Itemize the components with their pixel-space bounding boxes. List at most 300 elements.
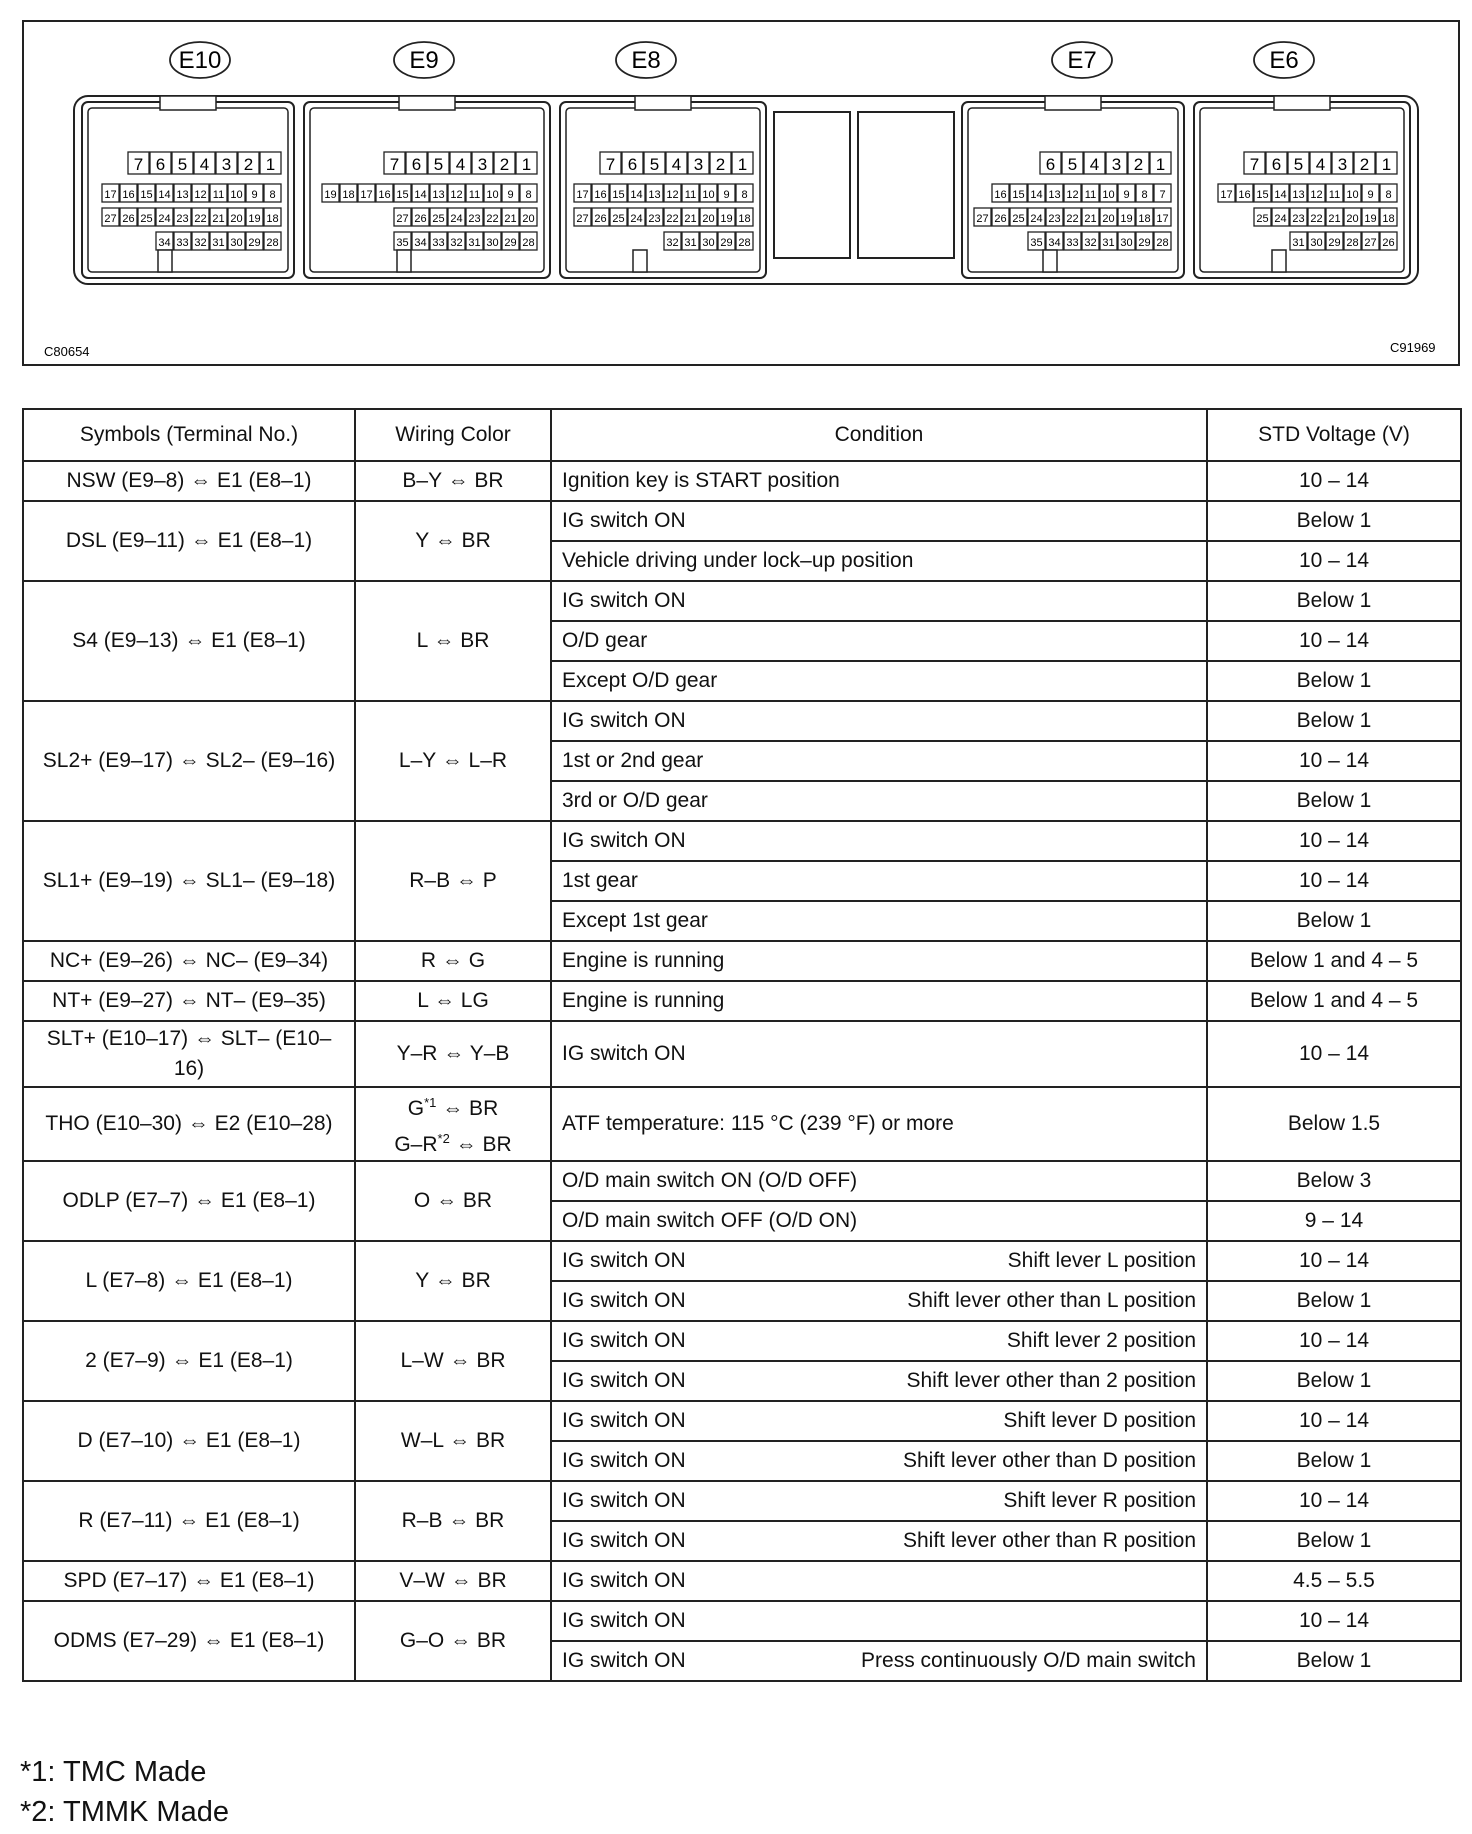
pin-number: 7 <box>605 155 616 174</box>
pin-number: 4 <box>455 155 466 174</box>
wiring-color: L ⇔ LG <box>355 981 551 1021</box>
terminal-symbol: ODMS (E7–29) ⇔ E1 (E8–1) <box>23 1601 355 1681</box>
table-header-row <box>23 409 1461 461</box>
pin-number: 8 <box>525 189 532 201</box>
std-voltage: 10 – 14 <box>1207 1321 1461 1361</box>
connector-label: E8 <box>631 47 661 74</box>
condition-content <box>562 1569 1196 1593</box>
condition-content <box>562 1249 1196 1273</box>
std-voltage: 10 – 14 <box>1207 861 1461 901</box>
condition-content <box>562 1209 1196 1233</box>
std-voltage: 10 – 14 <box>1207 1601 1461 1641</box>
pin-number: 28 <box>266 237 279 249</box>
condition-content <box>562 629 1196 653</box>
pin-number: 19 <box>324 189 337 201</box>
wiring-color: L–W ⇔ BR <box>355 1321 551 1401</box>
footnote-1: *1: TMC Made <box>20 1756 207 1788</box>
condition-cell <box>551 661 1207 701</box>
wiring-color-line <box>366 1088 540 1124</box>
wire-color-code: ⇔ BR <box>436 1097 499 1120</box>
condition-text: IG switch ON <box>562 1609 686 1632</box>
pin-number: 12 <box>1066 189 1079 201</box>
wire-color-code: G <box>407 1097 425 1120</box>
condition-detail: Shift lever 2 position <box>1006 1329 1196 1352</box>
condition-detail: Press continuously O/D main switch <box>861 1649 1196 1672</box>
terminal-symbol: SPD (E7–17) ⇔ E1 (E8–1) <box>23 1561 355 1601</box>
pin-number: 17 <box>1156 213 1169 225</box>
condition-content <box>562 1529 1196 1553</box>
condition-cell <box>551 501 1207 541</box>
pin-number: 31 <box>1102 237 1115 249</box>
pin-number: 9 <box>507 189 514 201</box>
pin-number: 10 <box>1102 189 1115 201</box>
pin-number: 16 <box>594 189 607 201</box>
condition-cell <box>551 1201 1207 1241</box>
std-voltage: Below 1 <box>1207 1281 1461 1321</box>
condition-detail: Shift lever L position <box>1007 1249 1196 1272</box>
condition-content <box>562 1409 1196 1433</box>
pin-number: 12 <box>194 189 207 201</box>
connector-key <box>633 250 647 272</box>
std-voltage: Below 1 <box>1207 1441 1461 1481</box>
pin-number: 30 <box>1310 237 1323 249</box>
wiring-color: Y–R ⇔ Y–B <box>355 1021 551 1087</box>
pin-number: 10 <box>1346 189 1359 201</box>
pin-number: 7 <box>1159 189 1166 201</box>
pin-number: 17 <box>576 189 589 201</box>
condition-cell <box>551 901 1207 941</box>
pin-number: 17 <box>360 189 373 201</box>
condition-detail: Shift lever other than R position <box>903 1529 1196 1552</box>
terminal-symbol: SL1+ (E9–19) ⇔ SL1– (E9–18) <box>23 821 355 941</box>
table-row <box>23 1241 1461 1281</box>
condition-cell <box>551 861 1207 901</box>
condition-text: O/D main switch ON (O/D OFF) <box>562 1169 858 1192</box>
condition-content <box>562 1489 1196 1513</box>
pin-number: 10 <box>230 189 243 201</box>
pin-number: 2 <box>1133 155 1144 174</box>
pin-number: 32 <box>450 237 463 249</box>
connector-label: E7 <box>1067 47 1097 74</box>
terminal-symbol: THO (E10–30) ⇔ E2 (E10–28) <box>23 1087 355 1161</box>
condition-text: IG switch ON <box>562 1449 686 1472</box>
terminal-symbol: NSW (E9–8) ⇔ E1 (E8–1) <box>23 461 355 501</box>
pin-number: 31 <box>1292 237 1305 249</box>
pin-number: 26 <box>414 213 427 225</box>
condition-content <box>562 1289 1196 1313</box>
pin-number: 12 <box>1310 189 1323 201</box>
header-symbols: Symbols (Terminal No.) <box>23 409 355 461</box>
pin-number: 13 <box>648 189 661 201</box>
pin-number: 24 <box>630 213 643 225</box>
condition-text: IG switch ON <box>562 1649 686 1672</box>
pin-number: 21 <box>684 213 697 225</box>
pin-number: 28 <box>1156 237 1169 249</box>
pin-number: 19 <box>248 213 261 225</box>
condition-cell <box>551 1241 1207 1281</box>
pin-number: 27 <box>976 213 989 225</box>
condition-content <box>562 949 1196 973</box>
pin-number: 13 <box>1292 189 1305 201</box>
std-voltage: Below 1 and 4 – 5 <box>1207 941 1461 981</box>
pin-number: 11 <box>1328 189 1341 201</box>
pin-number: 26 <box>594 213 607 225</box>
pin-number: 20 <box>702 213 715 225</box>
pin-number: 13 <box>432 189 445 201</box>
pin-number: 14 <box>630 189 643 201</box>
std-voltage: Below 1 <box>1207 1641 1461 1681</box>
pin-number: 3 <box>1111 155 1122 174</box>
terminal-symbol: D (E7–10) ⇔ E1 (E8–1) <box>23 1401 355 1481</box>
condition-cell <box>551 1561 1207 1601</box>
pin-number: 4 <box>1089 155 1100 174</box>
pin-number: 5 <box>177 155 188 174</box>
std-voltage: Below 3 <box>1207 1161 1461 1201</box>
terminal-symbol: R (E7–11) ⇔ E1 (E8–1) <box>23 1481 355 1561</box>
pin-number: 18 <box>266 213 279 225</box>
pin-number: 26 <box>122 213 135 225</box>
pin-number: 16 <box>1238 189 1251 201</box>
pin-number: 29 <box>504 237 517 249</box>
pin-number: 2 <box>715 155 726 174</box>
pin-number: 22 <box>666 213 679 225</box>
std-voltage: Below 1 <box>1207 701 1461 741</box>
condition-text: IG switch ON <box>562 1249 686 1272</box>
pin-number: 9 <box>251 189 258 201</box>
pin-number: 21 <box>212 213 225 225</box>
condition-cell <box>551 1401 1207 1441</box>
pin-number: 29 <box>1328 237 1341 249</box>
condition-cell <box>551 941 1207 981</box>
table-row <box>23 1561 1461 1601</box>
pin-number: 9 <box>723 189 730 201</box>
pin-number: 26 <box>1382 237 1395 249</box>
wiring-color: G–O ⇔ BR <box>355 1601 551 1681</box>
condition-cell <box>551 1361 1207 1401</box>
pin-number: 8 <box>1141 189 1148 201</box>
condition-text: 3rd or O/D gear <box>562 789 708 812</box>
table-row <box>23 941 1461 981</box>
pin-number: 34 <box>158 237 171 249</box>
footnote-marker: *2 <box>437 1131 450 1146</box>
table-row <box>23 461 1461 501</box>
std-voltage: 10 – 14 <box>1207 541 1461 581</box>
connector-latch <box>1274 96 1330 110</box>
condition-content <box>562 989 1196 1013</box>
condition-text: 1st gear <box>562 869 638 892</box>
condition-content <box>562 789 1196 813</box>
condition-cell <box>551 781 1207 821</box>
condition-content <box>562 1112 1196 1136</box>
pin-number: 1 <box>1381 155 1392 174</box>
std-voltage: 9 – 14 <box>1207 1201 1461 1241</box>
wire-color-code: ⇔ BR <box>449 1133 512 1156</box>
pin-number: 4 <box>671 155 682 174</box>
table-row <box>23 981 1461 1021</box>
pin-number: 15 <box>140 189 153 201</box>
terminal-symbol: S4 (E9–13) ⇔ E1 (E8–1) <box>23 581 355 701</box>
condition-text: Engine is running <box>562 949 725 972</box>
header-condition: Condition <box>551 409 1207 461</box>
pin-number: 21 <box>1328 213 1341 225</box>
pin-number: 21 <box>1084 213 1097 225</box>
voltage-spec-table <box>22 408 1462 1682</box>
pin-number: 12 <box>666 189 679 201</box>
pin-number: 29 <box>1138 237 1151 249</box>
pin-number: 6 <box>1045 155 1056 174</box>
condition-content <box>562 909 1196 933</box>
pin-number: 2 <box>243 155 254 174</box>
wiring-color-line <box>366 1124 540 1160</box>
pin-number: 5 <box>1293 155 1304 174</box>
pin-number: 8 <box>269 189 276 201</box>
pin-number: 32 <box>194 237 207 249</box>
condition-text: 1st or 2nd gear <box>562 749 704 772</box>
condition-detail: Shift lever other than 2 position <box>906 1369 1196 1392</box>
condition-content <box>562 1169 1196 1193</box>
condition-detail: Shift lever other than L position <box>907 1289 1196 1312</box>
pin-number: 23 <box>1292 213 1305 225</box>
pin-number: 20 <box>1102 213 1115 225</box>
condition-content <box>562 1042 1196 1066</box>
pin-number: 33 <box>176 237 189 249</box>
pin-number: 27 <box>576 213 589 225</box>
pin-number: 29 <box>720 237 733 249</box>
pin-number: 30 <box>1120 237 1133 249</box>
wiring-color: B–Y ⇔ BR <box>355 461 551 501</box>
table-row <box>23 1401 1461 1441</box>
pin-number: 3 <box>477 155 488 174</box>
pin-number: 5 <box>1067 155 1078 174</box>
pin-number: 19 <box>1364 213 1377 225</box>
pin-number: 4 <box>1315 155 1326 174</box>
condition-text: Vehicle driving under lock–up position <box>562 549 914 572</box>
condition-text: IG switch ON <box>562 1409 686 1432</box>
pin-number: 11 <box>212 189 225 201</box>
pin-number: 20 <box>1346 213 1359 225</box>
diagram-code-left: C80654 <box>44 344 90 359</box>
pin-number: 3 <box>1337 155 1348 174</box>
wiring-color: R ⇔ G <box>355 941 551 981</box>
blank-cavity <box>774 112 850 258</box>
pin-number: 20 <box>230 213 243 225</box>
condition-cell <box>551 1087 1207 1161</box>
std-voltage: 10 – 14 <box>1207 1481 1461 1521</box>
connector-latch <box>160 96 216 110</box>
wiring-color: R–B ⇔ BR <box>355 1481 551 1561</box>
condition-cell <box>551 741 1207 781</box>
condition-text: IG switch ON <box>562 589 686 612</box>
condition-detail: Shift lever D position <box>1003 1409 1196 1432</box>
condition-text: O/D gear <box>562 629 648 652</box>
condition-text: IG switch ON <box>562 1329 686 1352</box>
pin-number: 15 <box>612 189 625 201</box>
condition-text: ATF temperature: 115 °C (239 °F) or more <box>562 1112 954 1135</box>
pin-number: 35 <box>396 237 409 249</box>
condition-text: IG switch ON <box>562 1569 686 1592</box>
pin-number: 24 <box>158 213 171 225</box>
condition-cell <box>551 461 1207 501</box>
condition-cell <box>551 981 1207 1021</box>
pin-number: 26 <box>994 213 1007 225</box>
condition-content <box>562 1369 1196 1393</box>
pin-number: 4 <box>199 155 210 174</box>
pin-number: 20 <box>522 213 535 225</box>
pin-number: 1 <box>737 155 748 174</box>
table-row <box>23 821 1461 861</box>
wiring-color: L ⇔ BR <box>355 581 551 701</box>
blank-cavity <box>858 112 954 258</box>
pin-number: 5 <box>649 155 660 174</box>
condition-cell <box>551 581 1207 621</box>
pin-number: 25 <box>612 213 625 225</box>
pin-number: 24 <box>1030 213 1043 225</box>
pin-number: 2 <box>499 155 510 174</box>
std-voltage: Below 1 <box>1207 661 1461 701</box>
pin-number: 34 <box>1048 237 1061 249</box>
condition-content <box>562 869 1196 893</box>
pin-number: 27 <box>104 213 117 225</box>
pin-number: 17 <box>1220 189 1233 201</box>
table-row <box>23 581 1461 621</box>
header-std-voltage: STD Voltage (V) <box>1207 409 1461 461</box>
terminal-symbol: L (E7–8) ⇔ E1 (E8–1) <box>23 1241 355 1321</box>
pin-number: 13 <box>176 189 189 201</box>
condition-cell <box>551 1441 1207 1481</box>
pin-number: 24 <box>1274 213 1287 225</box>
std-voltage: 10 – 14 <box>1207 821 1461 861</box>
pin-number: 18 <box>1138 213 1151 225</box>
connector-key <box>158 250 172 272</box>
pin-number: 3 <box>693 155 704 174</box>
condition-text: IG switch ON <box>562 1042 686 1065</box>
pin-number: 1 <box>265 155 276 174</box>
pin-number: 31 <box>212 237 225 249</box>
condition-cell <box>551 1641 1207 1681</box>
condition-detail: Shift lever other than D position <box>903 1449 1196 1472</box>
condition-content <box>562 1649 1196 1673</box>
table-body <box>23 461 1461 1681</box>
connector-key <box>1043 250 1057 272</box>
condition-content <box>562 1449 1196 1473</box>
pin-number: 25 <box>432 213 445 225</box>
pin-number: 16 <box>378 189 391 201</box>
condition-cell <box>551 701 1207 741</box>
table-row <box>23 501 1461 541</box>
std-voltage: Below 1 <box>1207 1361 1461 1401</box>
wire-color-code: G–R <box>394 1133 438 1156</box>
pin-number: 15 <box>1256 189 1269 201</box>
pin-number: 30 <box>486 237 499 249</box>
condition-text: IG switch ON <box>562 709 686 732</box>
condition-cell <box>551 1021 1207 1087</box>
condition-cell <box>551 541 1207 581</box>
pin-number: 23 <box>1048 213 1061 225</box>
condition-content <box>562 1609 1196 1633</box>
pin-number: 25 <box>1256 213 1269 225</box>
wiring-color: W–L ⇔ BR <box>355 1401 551 1481</box>
connector-key <box>397 250 411 272</box>
pin-number: 6 <box>1271 155 1282 174</box>
wiring-color: Y ⇔ BR <box>355 501 551 581</box>
pin-number: 32 <box>1084 237 1097 249</box>
condition-text: IG switch ON <box>562 1489 686 1512</box>
pin-number: 25 <box>140 213 153 225</box>
condition-cell <box>551 821 1207 861</box>
std-voltage: Below 1 <box>1207 501 1461 541</box>
std-voltage: 10 – 14 <box>1207 1021 1461 1087</box>
pin-number: 34 <box>414 237 427 249</box>
pin-number: 23 <box>648 213 661 225</box>
table-row <box>23 1481 1461 1521</box>
pin-number: 23 <box>176 213 189 225</box>
pin-number: 17 <box>104 189 117 201</box>
pin-number: 27 <box>396 213 409 225</box>
condition-content <box>562 749 1196 773</box>
condition-text: Except 1st gear <box>562 909 708 932</box>
pin-number: 14 <box>1274 189 1287 201</box>
pin-number: 3 <box>221 155 232 174</box>
condition-content <box>562 549 1196 573</box>
pin-number: 35 <box>1030 237 1043 249</box>
connector-latch <box>635 96 691 110</box>
connector-key <box>1272 250 1286 272</box>
footnote-2: *2: TMMK Made <box>20 1796 229 1828</box>
std-voltage: Below 1 <box>1207 1521 1461 1561</box>
condition-text: IG switch ON <box>562 1529 686 1552</box>
terminal-symbol: SLT+ (E10–17) ⇔ SLT– (E10–16) <box>23 1021 355 1087</box>
terminal-symbol: 2 (E7–9) ⇔ E1 (E8–1) <box>23 1321 355 1401</box>
connector-label: E6 <box>1269 47 1299 74</box>
wiring-color: O ⇔ BR <box>355 1161 551 1241</box>
pin-number: 22 <box>1066 213 1079 225</box>
pin-number: 21 <box>504 213 517 225</box>
pin-number: 28 <box>522 237 535 249</box>
pin-number: 18 <box>1382 213 1395 225</box>
pin-number: 15 <box>396 189 409 201</box>
pin-number: 19 <box>720 213 733 225</box>
terminal-symbol: NT+ (E9–27) ⇔ NT– (E9–35) <box>23 981 355 1021</box>
condition-text: IG switch ON <box>562 509 686 532</box>
condition-text: O/D main switch OFF (O/D ON) <box>562 1209 858 1232</box>
std-voltage: 10 – 14 <box>1207 461 1461 501</box>
condition-cell <box>551 1481 1207 1521</box>
condition-content <box>562 669 1196 693</box>
table-row <box>23 1161 1461 1201</box>
footnote-marker: *1 <box>424 1095 437 1110</box>
pin-number: 7 <box>133 155 144 174</box>
pin-number: 33 <box>1066 237 1079 249</box>
pin-number: 14 <box>158 189 171 201</box>
wiring-color: Y ⇔ BR <box>355 1241 551 1321</box>
pin-number: 27 <box>1364 237 1377 249</box>
pin-number: 22 <box>194 213 207 225</box>
condition-cell <box>551 621 1207 661</box>
pin-number: 14 <box>414 189 427 201</box>
terminal-symbol: NC+ (E9–26) ⇔ NC– (E9–34) <box>23 941 355 981</box>
pin-number: 25 <box>1012 213 1025 225</box>
condition-text: IG switch ON <box>562 1289 686 1312</box>
pin-number: 10 <box>486 189 499 201</box>
condition-text: IG switch ON <box>562 829 686 852</box>
pin-number: 12 <box>450 189 463 201</box>
condition-text: Engine is running <box>562 989 725 1012</box>
connector-label: E10 <box>178 47 222 74</box>
connector-latch <box>1045 96 1101 110</box>
table-row <box>23 1601 1461 1641</box>
pin-number: 11 <box>684 189 697 201</box>
condition-text: Ignition key is START position <box>562 469 840 492</box>
